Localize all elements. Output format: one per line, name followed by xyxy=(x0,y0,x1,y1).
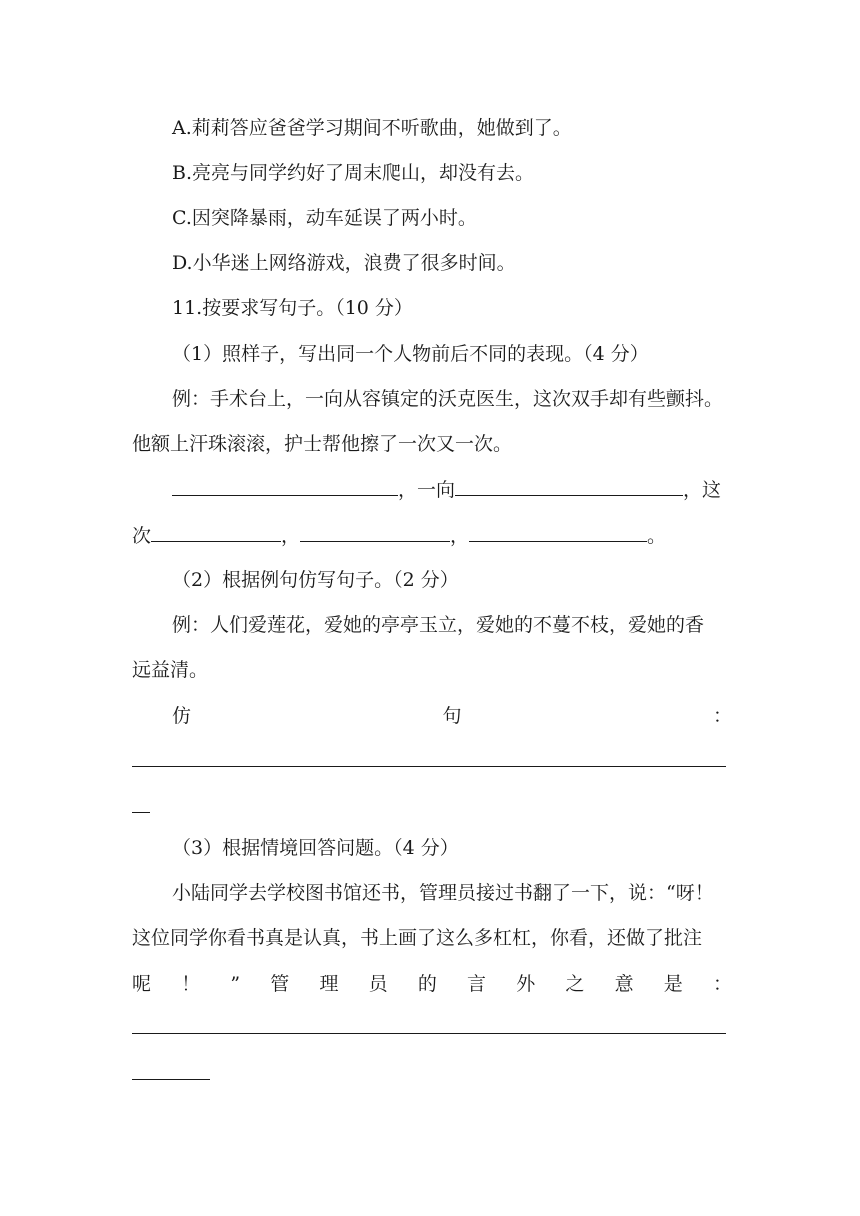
part-1-fill-line-2 xyxy=(132,523,666,548)
text-char: 意 xyxy=(614,973,634,995)
text-char: 员 xyxy=(368,973,388,995)
part-3-answer-line-tail[interactable] xyxy=(132,1079,210,1080)
part-3-title: （3）根据情境回答问题。（4 分） xyxy=(172,837,459,859)
fill-text: ，一向 xyxy=(398,479,456,501)
text-char: 理 xyxy=(319,973,339,995)
answer-blank[interactable] xyxy=(455,477,683,496)
fill-text: 次 xyxy=(132,525,152,547)
text-char: ： xyxy=(712,973,732,995)
option-d: D.小华迷上网络游戏，浪费了很多时间。 xyxy=(172,252,516,274)
text-char: 言 xyxy=(467,973,487,995)
answer-char: 仿 xyxy=(172,705,192,727)
text-char: 呢 xyxy=(132,973,152,995)
part-2-example-line-1: 例：人们爱莲花，爱她的亭亭玉立，爱她的不蔓不枝，爱她的香 xyxy=(172,614,705,636)
fill-text: 。 xyxy=(647,525,667,547)
part-2-title: （2）根据例句仿写句子。（2 分） xyxy=(172,569,459,591)
part-2-answer-line[interactable] xyxy=(132,766,726,767)
part-2-example-line-2: 远益清。 xyxy=(132,659,209,681)
part-1-example-line-1: 例：手术台上，一向从容镇定的沃克医生，这次双手却有些颤抖。 xyxy=(172,388,724,410)
text-char: 之 xyxy=(565,973,585,995)
fill-text: ， xyxy=(281,525,301,547)
text-char: 管 xyxy=(270,973,290,995)
answer-blank[interactable] xyxy=(151,523,281,542)
answer-char: ： xyxy=(712,705,732,727)
answer-blank[interactable] xyxy=(172,477,398,496)
answer-char: 句 xyxy=(442,705,462,727)
fill-text: ， xyxy=(450,525,470,547)
part-3-text-line-1: 小陆同学去学校图书馆还书，管理员接过书翻了一下，说：“呀！ xyxy=(172,882,714,904)
text-char: ” xyxy=(230,973,241,995)
text-char: ！ xyxy=(181,973,201,995)
part-1-fill-line-1 xyxy=(172,477,721,502)
part-1-example-line-2: 他额上汗珠滚滚，护士帮他擦了一次又一次。 xyxy=(132,433,513,455)
text-char: 的 xyxy=(417,973,437,995)
text-char: 外 xyxy=(516,973,536,995)
text-char: 是 xyxy=(663,973,683,995)
question-11-title: 11.按要求写句子。（10 分） xyxy=(172,297,413,319)
part-3-text-line-2: 这位同学你看书真是认真，书上画了这么多杠杠，你看，还做了批注 xyxy=(132,927,703,949)
fill-text: ，这 xyxy=(683,479,722,501)
option-b: B.亮亮与同学约好了周末爬山，却没有去。 xyxy=(172,162,535,184)
part-2-answer-line-tail[interactable] xyxy=(132,812,150,813)
part-1-title: （1）照样子，写出同一个人物前后不同的表现。（4 分） xyxy=(172,343,649,365)
answer-blank[interactable] xyxy=(300,523,450,542)
option-a: A.莉莉答应爸爸学习期间不听歌曲，她做到了。 xyxy=(172,117,572,139)
part-3-answer-line[interactable] xyxy=(132,1033,726,1034)
answer-blank[interactable] xyxy=(469,523,647,542)
part-3-text-line-3 xyxy=(132,972,732,996)
option-c: C.因突降暴雨，动车延误了两小时。 xyxy=(172,207,477,229)
part-2-answer-label xyxy=(132,704,732,728)
